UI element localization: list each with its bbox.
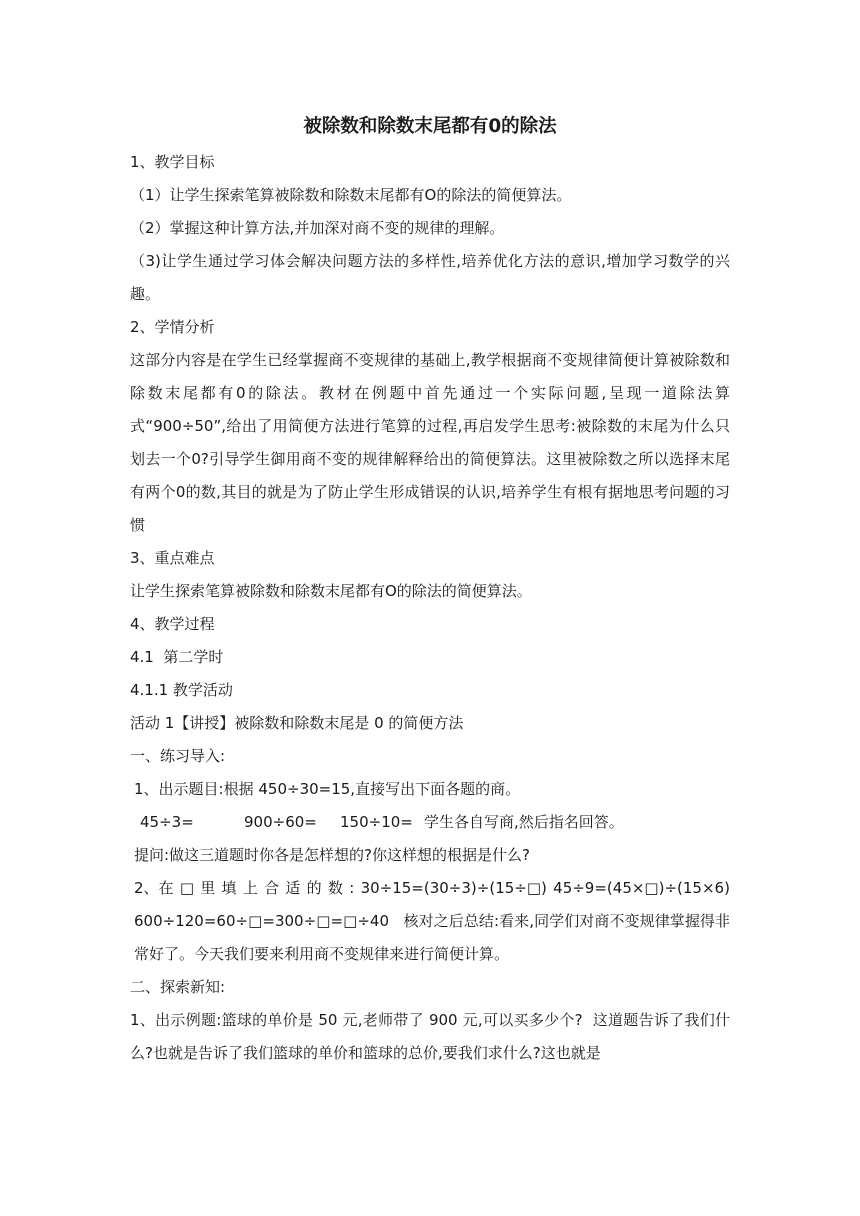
key-points-paragraph: 让学生探索笔算被除数和除数末尾都有O的除法的简便算法。: [130, 582, 532, 600]
q2-word: :: [349, 879, 355, 897]
q2-word: 里: [200, 879, 216, 897]
q2-word: 上: [242, 879, 258, 897]
part-heading-explore: 二、探索新知:: [130, 978, 226, 996]
q2-word: 适: [285, 879, 301, 897]
q2-equation-2: 45÷9=(45×□)÷(15×6): [553, 879, 730, 897]
section-heading-key-points: 3、重点难点: [130, 549, 215, 567]
q2-box: □: [179, 879, 194, 897]
q2-word: 合: [264, 879, 280, 897]
subsection-heading-activities: 4.1.1 教学活动: [130, 681, 233, 699]
q2-equation-1: 30÷15=(30÷3)÷(15÷□): [360, 879, 547, 897]
document-body: [130, 112, 730, 1070]
analysis-paragraph: 这部分内容是在学生已经掌握商不变规律的基础上,教学根据商不变规律简便计算被除数和除数末尾都有0的除法。教材在例题中首先通过一个实际问题,呈现一道除法算式“900÷50”,给出了用简便方法进行笔算的过程,再启发学生思考:被除数的末尾为什么只划去一个0?引导学生御用商不变的规律解释给出的简便算法。这里被除数之所以选择末尾有两个0的数,其目的就是为了防止学生形成错误的认识,培养学生有根有据地思考问题的习惯: [130, 351, 730, 534]
exercise-note: 学生各自写商,然后指名回答。: [424, 813, 624, 831]
question-2-line-2: 600÷120=60÷□=300÷□=□÷40 核对之后总结:看来,同学们对商不变规律掌握得非常好了。今天我们要来利用商不变规律来进行简便计算。: [134, 912, 730, 963]
objective-item-3: （3)让学生通过学习体会解决问题方法的多样性,培养优化方法的意识,增加学习数学的兴趣。: [130, 252, 730, 303]
objective-item-1: （1）让学生探索笔算被除数和除数末尾都有O的除法的简便算法。: [130, 186, 572, 204]
section-heading-process: 4、教学过程: [130, 615, 215, 633]
q2-word: 的: [306, 879, 322, 897]
objective-item-2: （2）掌握这种计算方法,并加深对商不变的规律的理解。: [130, 219, 505, 237]
question-prompt: 提问:做这三道题时你各是怎样想的?你这样想的根据是什么?: [134, 846, 530, 864]
q2-word: 填: [221, 879, 237, 897]
section-heading-analysis: 2、学情分析: [130, 318, 215, 336]
question-1: 1、出示题目:根据 450÷30=15,直接写出下面各题的商。: [134, 780, 521, 798]
exercise-c: 150÷10=: [340, 813, 413, 831]
exercise-a: 45÷3=: [140, 813, 194, 831]
example-1: 1、出示例题:篮球的单价是 50 元,老师带了 900 元,可以买多少个? 这道题告诉了我们什么?也就是告诉了我们篮球的单价和篮球的总价,要我们求什么?这也就是: [130, 1011, 730, 1062]
q2-word: 2、在: [134, 879, 174, 897]
question-2-line-1: [130, 872, 730, 905]
section-heading-objectives: 1、教学目标: [130, 153, 215, 171]
subsection-heading-lesson: 4.1 第二学时: [130, 648, 224, 666]
activity-1-title: 活动 1【讲授】被除数和除数末尾是 0 的简便方法: [130, 714, 464, 732]
page-title: 被除数和除数末尾都有0的除法: [303, 116, 557, 137]
part-heading-warmup: 一、练习导入:: [130, 747, 226, 765]
question-1-exercises: [130, 806, 730, 839]
q2-word: 数: [327, 879, 343, 897]
exercise-b: 900÷60=: [244, 813, 317, 831]
